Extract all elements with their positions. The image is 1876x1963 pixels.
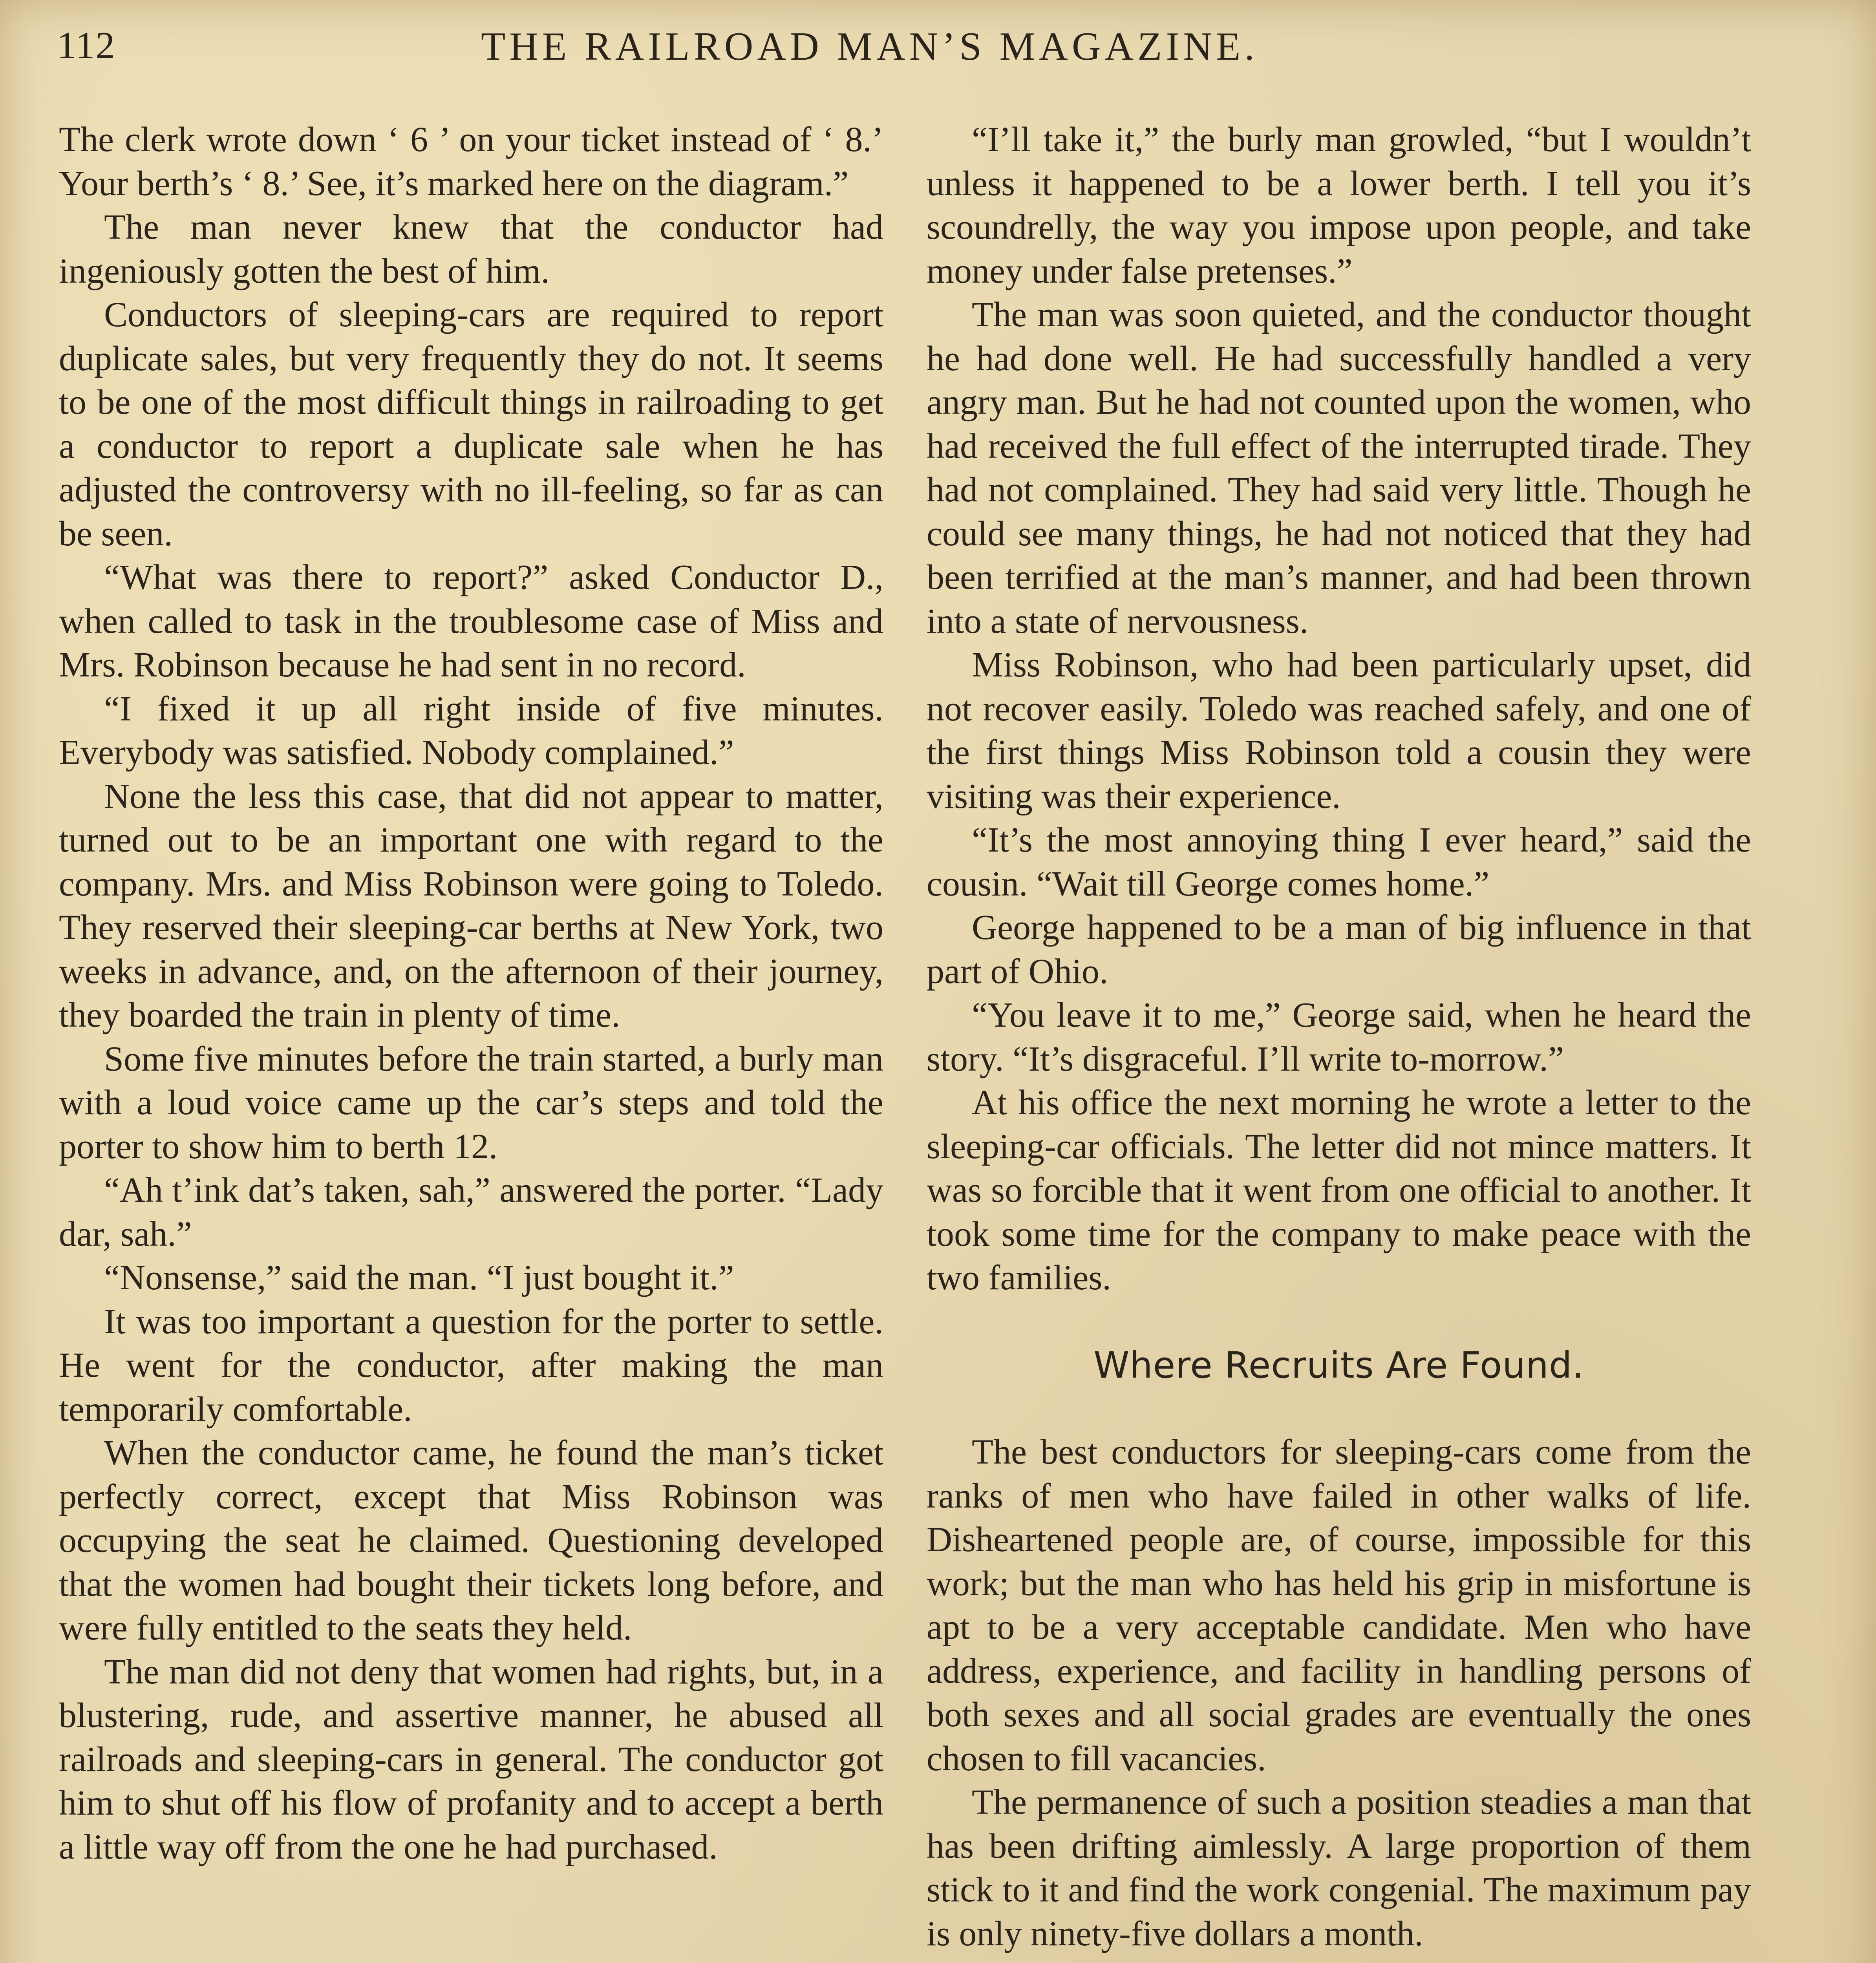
- paragraph: The man did not deny that women had rights, but, in a blustering, rude, and assertive manner, he abused all railroads and sleeping-cars in general. The conductor got him to shut off his flow of profanity and to accept a berth a little way off from the one he had purchased.: [59, 1652, 883, 1866]
- paragraph: Miss Robinson, who had been particularly upset, did not recover easily. Toledo was reached safely, and one of the first things Miss Robinson told a cousin they were visiting was their experience.: [927, 645, 1751, 816]
- paragraph: The man was soon quieted, and the conductor thought he had done well. He had successfully handled a very angry man. But he had not counted upon the women, who had received the full effect of the interrupted tirade. They had not complained. They had said very little. Though he could see many things, he had not noticed that they had been terrified at the man’s manner, and had been thrown into a state of nervousness.: [927, 295, 1751, 641]
- page-number: 112: [57, 24, 116, 67]
- paragraph: “It’s the most annoying thing I ever heard,” said the cousin. “Wait till George comes home.”: [927, 821, 1751, 903]
- paragraph: Some five minutes before the train started, a burly man with a loud voice came up the car’s steps and told the porter to show him to berth 12.: [59, 1039, 883, 1166]
- paragraph: The permanence of such a position steadies a man that has been drifting aimlessly. A large proportion of them stick to it and find the work congenial. The maximum pay is only ninety-five dollars a month.: [927, 1783, 1751, 1953]
- paragraph: “What was there to report?” asked Conductor D., when called to task in the troublesome case of Miss and Mrs. Robinson because he had sent in no record.: [59, 558, 883, 684]
- paragraph: The clerk wrote down ‘ 6 ’ on your ticket instead of ‘ 8.’ Your berth’s ‘ 8.’ See, it’s marked here on the diagram.”: [59, 120, 883, 203]
- paragraph: “I’ll take it,” the burly man growled, “but I wouldn’t unless it happened to be a lower berth. I tell you it’s scoundrelly, the way you impose upon people, and take money under false pretenses.”: [927, 120, 1751, 291]
- paragraph: The best conductors for sleeping-cars come from the ranks of men who have failed in other walks of life. Disheartened people are, of course, impossible for this work; but the man who has held his grip in misfortune is apt to be a very acceptable candidate. Men who have address, experience, and facility in handling persons of both sexes and all social grades are eventually the ones chosen to fill vacancies.: [927, 1433, 1751, 1778]
- paragraph: “Ah t’ink dat’s taken, sah,” answered the porter. “Lady dar, sah.”: [59, 1171, 883, 1254]
- running-head: THE RAILROAD MAN’S MAGAZINE.: [481, 24, 1258, 69]
- section-heading: Where Recruits Are Found.: [1093, 1344, 1584, 1386]
- paragraph: The man never knew that the conductor had ingeniously gotten the best of him.: [59, 208, 883, 291]
- paragraph: “I fixed it up all right inside of five minutes. Everybody was satisfied. Nobody complained.”: [59, 689, 883, 772]
- paragraph: “Nonsense,” said the man. “I just bought it.”: [104, 1258, 734, 1297]
- paragraph: “You leave it to me,” George said, when he heard the story. “It’s disgraceful. I’ll write to-morrow.”: [927, 996, 1751, 1078]
- right-column: [927, 118, 1751, 1956]
- paragraph: It was too important a question for the porter to settle. He went for the conductor, after making the man temporarily comfortable.: [59, 1302, 883, 1429]
- paragraph: None the less this case, that did not appear to matter, turned out to be an important one with regard to the company. Mrs. and Miss Robinson were going to Toledo. They reserved their sleeping-car berths at New York, two weeks in advance, and, on the afternoon of their journey, they boarded the train in plenty of time.: [59, 777, 883, 1035]
- paragraph: At his office the next morning he wrote a letter to the sleeping-car officials. The letter did not mince matters. It was so forcible that it went from one official to another. It took some time for the company to make peace with the two families.: [927, 1083, 1751, 1297]
- left-column: [59, 118, 883, 1869]
- paragraph: Conductors of sleeping-cars are required to report duplicate sales, but very frequently they do not. It seems to be one of the most difficult things in railroading to get a conductor to report a duplicate sale when he has adjusted the controversy with no ill-feeling, so far as can be seen.: [59, 295, 883, 553]
- paragraph: George happened to be a man of big influence in that part of Ohio.: [927, 908, 1751, 991]
- paragraph: When the conductor came, he found the man’s ticket perfectly correct, except that Miss Robinson was occupying the seat he claimed. Questioning developed that the women had bought their tickets long before, and were fully entitled to the seats they held.: [59, 1433, 883, 1647]
- page-header: [57, 16, 1867, 86]
